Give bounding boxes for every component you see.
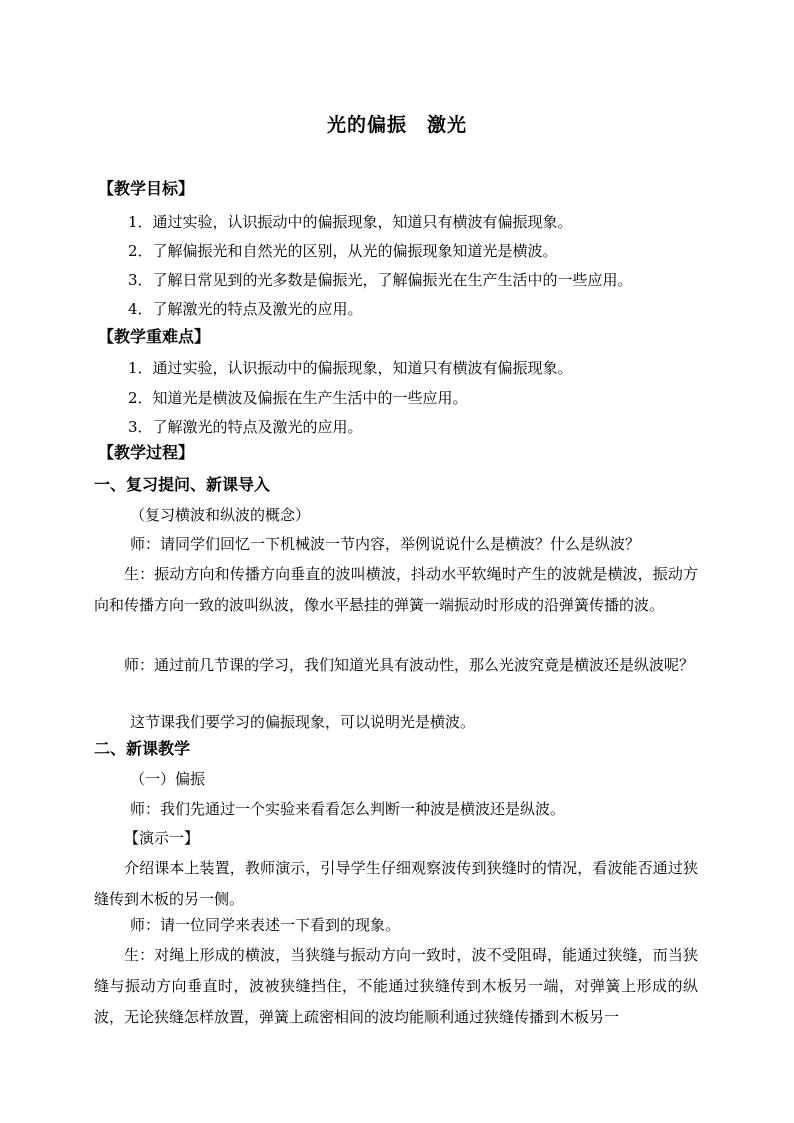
section-heading-process: 【教学过程】 [98,443,195,462]
goal-item-1: 1．通过实验，认识振动中的偏振现象，知道只有横波有偏振现象。 [128,213,573,231]
teacher-question-1: 师：请同学们回忆一下机械波一节内容，举例说说什么是横波？什么是纵波？ [130,535,641,553]
student-observation: 生：对绳上形成的横波，当狭缝与振动方向一致时，波不受阻碍，能通过狭缝，而当狭缝与振动方向垂直时，波被狭缝挡住，不能通过狭缝传到木板另一端，对弹簧上形成的纵波，无论狭缝怎样放置，弹簧上疏密相间的波均能顺利通过狭缝传播到木板另一 [94,946,698,1026]
intro-sentence: 这节课我们要学习的偏振现象，可以说明光是横波。 [130,713,476,731]
part-heading-review: 一、复习提问、新课导入 [94,475,271,494]
key-point-item-2: 2．知道光是横波及偏振在生产生活中的一些应用。 [128,389,468,407]
teacher-question-2: 师：通过前几节课的学习，我们知道光具有波动性，那么光波究竟是横波还是纵波呢？ [124,656,695,674]
key-point-item-1: 1．通过实验，认识振动中的偏振现象，知道只有横波有偏振现象。 [128,359,573,377]
subsection-polarization: （一）偏振 [130,770,206,788]
student-answer-1: 生：振动方向和传播方向垂直的波叫横波，抖动水平软绳时产生的波就是横波，振动方向和传播方向一致的波叫纵波，像水平悬挂的弹簧一端振动时形成的沿弹簧传播的波。 [94,565,698,614]
goal-item-4: 4．了解激光的特点及激光的应用。 [128,300,363,318]
goal-item-2: 2．了解偏振光和自然光的区别，从光的偏振现象知道光是横波。 [128,242,558,260]
goal-item-3: 3．了解日常见到的光多数是偏振光，了解偏振光在生产生活中的一些应用。 [128,271,633,289]
section-heading-key-points: 【教学重难点】 [98,327,211,346]
teacher-experiment: 师：我们先通过一个实验来看看怎么判断一种波是横波还是纵波。 [130,800,566,818]
teacher-ask: 师：请一位同学来表述一下看到的现象。 [130,916,401,934]
demo-one-description: 介绍课本上装置，教师演示，引导学生仔细观察波传到狭缝时的情况，看波能否通过狭缝传到木板的另一侧。 [94,859,698,908]
key-point-item-3: 3．了解激光的特点及激光的应用。 [128,418,363,436]
part-heading-new-lesson: 二、新课教学 [94,739,191,758]
section-heading-goals: 【教学目标】 [98,179,195,198]
demo-one-label: 【演示一】 [124,829,200,847]
document-title: 光的偏振 激光 [326,114,467,136]
review-note: （复习横波和纵波的概念） [130,506,311,524]
